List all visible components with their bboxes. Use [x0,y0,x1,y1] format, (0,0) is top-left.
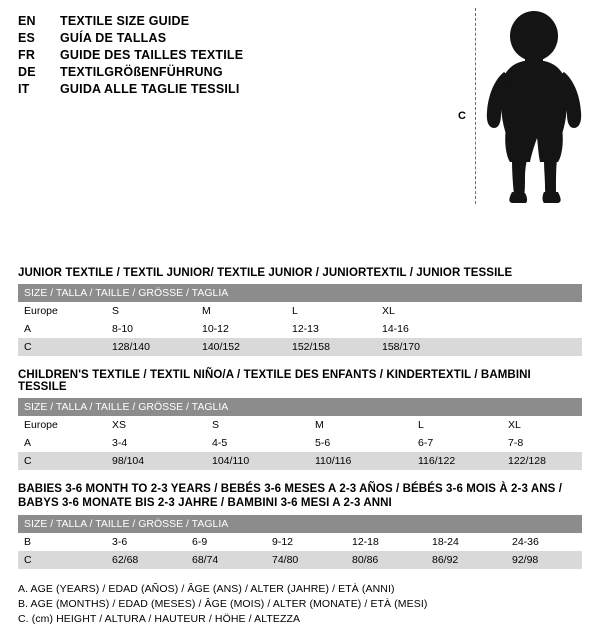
children-row-a-v2: 5-6 [309,434,412,452]
children-row-c-v0: 98/104 [106,452,206,470]
section-children [18,369,582,470]
junior-row-a-v2: 12-13 [286,320,376,338]
junior-size-l: L [286,302,376,320]
junior-row-a-v0: 8-10 [106,320,196,338]
table-row [18,320,582,338]
table-header-row [18,515,582,533]
junior-size-s: S [106,302,196,320]
language-title-fr: GUIDE DES TAILLES TEXTILE [60,48,244,62]
babies-row-c-v4: 86/92 [426,551,506,569]
language-row-es [18,31,348,45]
children-row-a-v1: 4-5 [206,434,309,452]
measure-label-c: C [458,110,466,122]
toddler-silhouette-icon [482,10,587,206]
children-size-xs: XS [106,416,206,434]
section-babies-title [18,483,582,510]
babies-row-b-v0: 3-6 [106,533,186,551]
children-row-c-v4: 122/128 [502,452,582,470]
babies-size-table [18,515,582,569]
children-row-c-v2: 110/116 [309,452,412,470]
table-header-row [18,284,582,302]
babies-row-b-v3: 12-18 [346,533,426,551]
junior-size-table [18,284,582,356]
children-row-a-v3: 6-7 [412,434,502,452]
language-title-de: TEXTILGRÖßENFÜHRUNG [60,65,223,79]
height-guide-line [475,8,476,204]
language-code-fr: FR [18,48,36,62]
babies-row-b-v2: 9-12 [266,533,346,551]
section-babies-title-line1: BABIES 3-6 MONTH TO 2-3 YEARS / BEBÉS 3-6 MESES A 2-3 AÑOS / BÉBÉS 3-6 MOIS À 2-3 ANS / [18,483,562,495]
babies-row-c-v1: 68/74 [186,551,266,569]
table-row [18,452,582,470]
table-row [18,533,582,551]
junior-size-header-label: SIZE / TALLA / TAILLE / GRÖSSE / TAGLIA [18,284,582,302]
section-junior [18,267,582,356]
language-title-es: GUÍA DE TALLAS [60,31,167,45]
children-row-a-v0: 3-4 [106,434,206,452]
junior-row-a-label: A [18,320,106,338]
section-babies [18,483,582,569]
junior-size-m: M [196,302,286,320]
section-junior-title: JUNIOR TEXTILE / TEXTIL JUNIOR/ TEXTILE JUNIOR / JUNIORTEXTIL / JUNIOR TESSILE [18,267,513,279]
children-size-table [18,398,582,470]
language-code-es: ES [18,31,36,45]
babies-row-c-v3: 80/86 [346,551,426,569]
children-row-c-v3: 116/122 [412,452,502,470]
children-region-label: Europe [18,416,106,434]
junior-row-a-v1: 10-12 [196,320,286,338]
babies-row-b-label: B [18,533,106,551]
children-size-s: S [206,416,309,434]
language-code-de: DE [18,65,36,79]
children-size-xl: XL [502,416,582,434]
section-babies-title-line2: BABYS 3-6 MONATE BIS 2-3 JAHRE / BAMBINI 3-6 MESI A 2-3 ANNI [18,496,392,509]
children-row-c-label: C [18,452,106,470]
table-row [18,416,582,434]
babies-row-b-v1: 6-9 [186,533,266,551]
junior-size-xl: XL [376,302,466,320]
junior-region-label: Europe [18,302,106,320]
junior-row-c-v3: 158/170 [376,338,466,356]
language-row-de [18,65,348,79]
table-row [18,302,582,320]
legend-line-c: C. (cm) HEIGHT / ALTURA / HAUTEUR / HÖHE / ALTEZZA [18,613,301,625]
language-row-fr [18,48,348,62]
language-code-it: IT [18,82,30,96]
language-title-it: GUIDA ALLE TAGLIE TESSILI [60,82,240,96]
junior-row-a-v3: 14-16 [376,320,466,338]
babies-row-b-v4: 18-24 [426,533,506,551]
table-row [18,434,582,452]
babies-row-c-v5: 92/98 [506,551,582,569]
children-row-a-label: A [18,434,106,452]
table-row [18,551,582,569]
language-row-en [18,14,348,28]
section-children-title: CHILDREN'S TEXTILE / TEXTIL NIÑO/A / TEXTILE DES ENFANTS / KINDERTEXTIL / BAMBINI TESSILE [18,369,531,393]
babies-row-c-label: C [18,551,106,569]
language-title-en: TEXTILE SIZE GUIDE [60,14,190,28]
legend [18,583,582,625]
children-size-l: L [412,416,502,434]
children-row-c-v1: 104/110 [206,452,309,470]
figure-area [440,8,590,208]
language-row-it [18,82,348,96]
junior-row-c-label: C [18,338,106,356]
table-header-row [18,398,582,416]
language-title-list [18,14,348,99]
babies-row-c-v2: 74/80 [266,551,346,569]
babies-row-b-v5: 24-36 [506,533,582,551]
children-size-m: M [309,416,412,434]
children-row-a-v4: 7-8 [502,434,582,452]
table-row [18,338,582,356]
babies-row-c-v0: 62/68 [106,551,186,569]
junior-row-c-v0: 128/140 [106,338,196,356]
junior-row-c-v1: 140/152 [196,338,286,356]
children-size-header-label: SIZE / TALLA / TAILLE / GRÖSSE / TAGLIA [18,398,582,416]
legend-line-a: A. AGE (YEARS) / EDAD (AÑOS) / ÂGE (ANS) / ALTER (JAHRE) / ETÀ (ANNI) [18,583,395,595]
junior-row-c-v2: 152/158 [286,338,376,356]
legend-line-b: B. AGE (MONTHS) / EDAD (MESES) / ÂGE (MOIS) / ALTER (MONATE) / ETÀ (MESI) [18,598,428,610]
babies-size-header-label: SIZE / TALLA / TAILLE / GRÖSSE / TAGLIA [18,515,582,533]
language-code-en: EN [18,14,36,28]
